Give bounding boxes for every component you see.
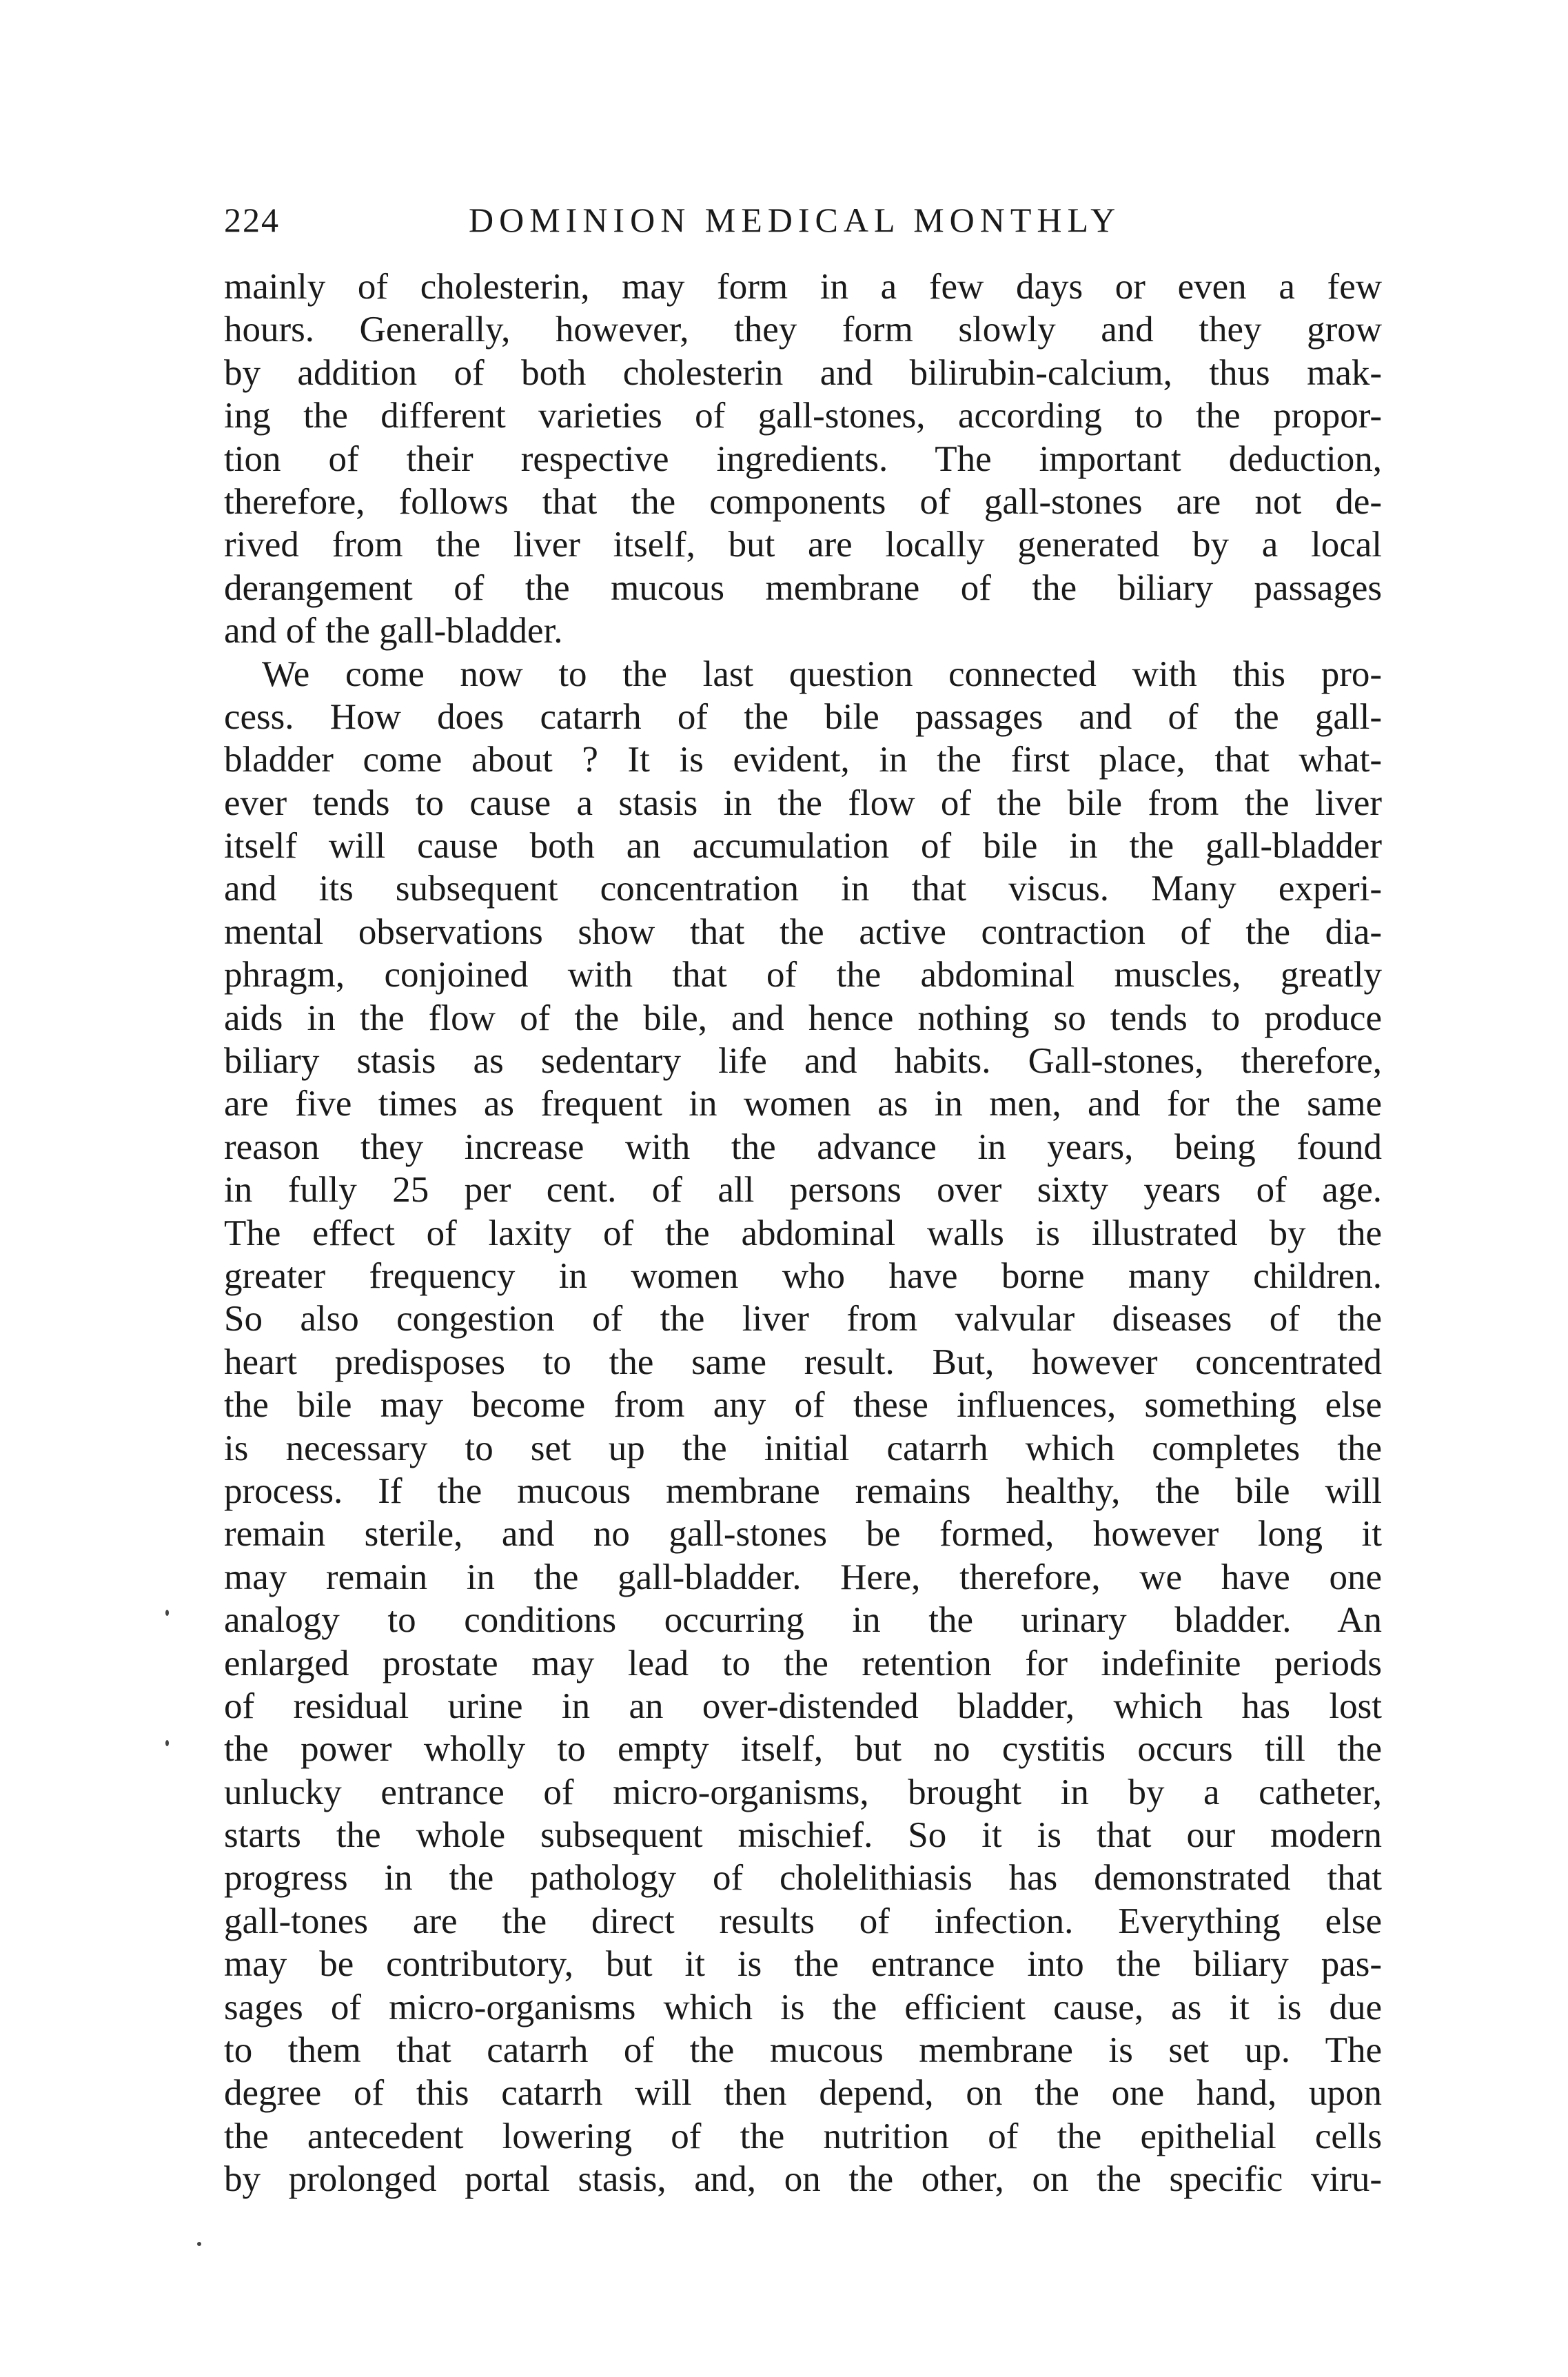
- page-header: [224, 200, 1382, 255]
- text-line: by prolonged portal stasis, and, on the other, on the specific viru-: [224, 2159, 1382, 2200]
- text-line: [224, 2201, 1382, 2244]
- text-line: We come now to the last question connected with this pro-: [262, 654, 1382, 694]
- text-line: the bile may become from any of these influences, something else: [224, 1385, 1382, 1426]
- scan-speck: [197, 2242, 201, 2246]
- text-line: mainly of cholesterin, may form in a few days or even a few: [224, 267, 1382, 307]
- text-line: So also congestion of the liver from valvular diseases of the: [224, 1299, 1382, 1339]
- text-line: process. If the mucous membrane remains healthy, the bile will: [224, 1470, 1382, 1511]
- text-line: of residual urine in an over-distended bladder, which has lost: [224, 1686, 1382, 1726]
- text-line: greater frequency in women who have borne many children.: [224, 1255, 1382, 1296]
- text-line: starts the whole subsequent mischief. So it is that our modern: [224, 1815, 1382, 1856]
- text-line: ing the different varieties of gall-stones, according to the propor-: [224, 396, 1382, 436]
- text-line: biliary stasis as sedentary life and habits. Gall-stones, therefore,: [224, 1041, 1382, 1082]
- text-line: gall-tones are the direct results of infection. Everything else: [224, 1901, 1382, 1941]
- text-line: rived from the liver itself, but are locally generated by a local: [224, 525, 1382, 565]
- text-line: is necessary to set up the initial catarrh which completes the: [224, 1428, 1382, 1468]
- text-line: cess. How does catarrh of the bile passages and of the gall-: [224, 696, 1382, 737]
- text-line: bladder come about ? It is evident, in the first place, that what-: [224, 740, 1382, 780]
- text-line: hours. Generally, however, they form slowly and they grow: [224, 310, 1382, 350]
- page-number: 224: [224, 201, 280, 239]
- text-line: degree of this catarrh will then depend, on the one hand, upon: [224, 2073, 1382, 2114]
- text-line: reason they increase with the advance in years, being found: [224, 1126, 1382, 1167]
- text-line: analogy to conditions occurring in the urinary bladder. An: [224, 1600, 1382, 1641]
- text-line: phragm, conjoined with that of the abdominal muscles, greatly: [224, 955, 1382, 995]
- text-line: the power wholly to empty itself, but no cystitis occurs till the: [224, 1729, 1382, 1770]
- text-line: the antecedent lowering of the nutrition of the epithelial cells: [224, 2116, 1382, 2156]
- text-line: tion of their respective ingredients. The important deduction,: [224, 438, 1382, 479]
- text-line: are five times as frequent in women as in men, and for the same: [224, 1084, 1382, 1124]
- text-line: remain sterile, and no gall-stones be formed, however long it: [224, 1514, 1382, 1555]
- text-line: may be contributory, but it is the entrance into the biliary pas-: [224, 1944, 1382, 1985]
- text-line: therefore, follows that the components of gall-stones are not de-: [224, 481, 1382, 522]
- text-line: sages of micro-organisms which is the efficient cause, as it is due: [224, 1987, 1382, 2027]
- scan-speck: [165, 1610, 169, 1616]
- text-line: by addition of both cholesterin and bilirubin-calcium, thus mak-: [224, 352, 1382, 393]
- text-line: to them that catarrh of the mucous membrane is set up. The: [224, 2030, 1382, 2071]
- text-line: derangement of the mucous membrane of the biliary passages: [224, 567, 1382, 608]
- text-line: itself will cause both an accumulation of bile in the gall-bladder: [224, 826, 1382, 867]
- running-title: DOMINION MEDICAL MONTHLY: [469, 201, 1121, 239]
- text-line: ever tends to cause a stasis in the flow of the bile from the liver: [224, 782, 1382, 823]
- text-line: in fully 25 per cent. of all persons over sixty years of age.: [224, 1170, 1382, 1211]
- text-line: mental observations show that the active contraction of the dia-: [224, 911, 1382, 952]
- article-body: [224, 265, 1382, 2244]
- text-line: progress in the pathology of cholelithiasis has demonstrated that: [224, 1858, 1382, 1899]
- text-line: heart predisposes to the same result. But, however concentrated: [224, 1342, 1382, 1382]
- text-line: The effect of laxity of the abdominal walls is illustrated by the: [224, 1213, 1382, 1253]
- text-line: may remain in the gall-bladder. Here, therefore, we have one: [224, 1557, 1382, 1597]
- text-line: unlucky entrance of micro-organisms, brought in by a catheter,: [224, 1772, 1382, 1812]
- text-line: and its subsequent concentration in that viscus. Many experi-: [224, 869, 1382, 909]
- text-line: aids in the flow of the bile, and hence nothing so tends to produce: [224, 998, 1382, 1038]
- scan-speck: [165, 1740, 169, 1746]
- text-line: and of the gall-bladder.: [224, 611, 563, 651]
- text-line: enlarged prostate may lead to the retention for indefinite periods: [224, 1643, 1382, 1683]
